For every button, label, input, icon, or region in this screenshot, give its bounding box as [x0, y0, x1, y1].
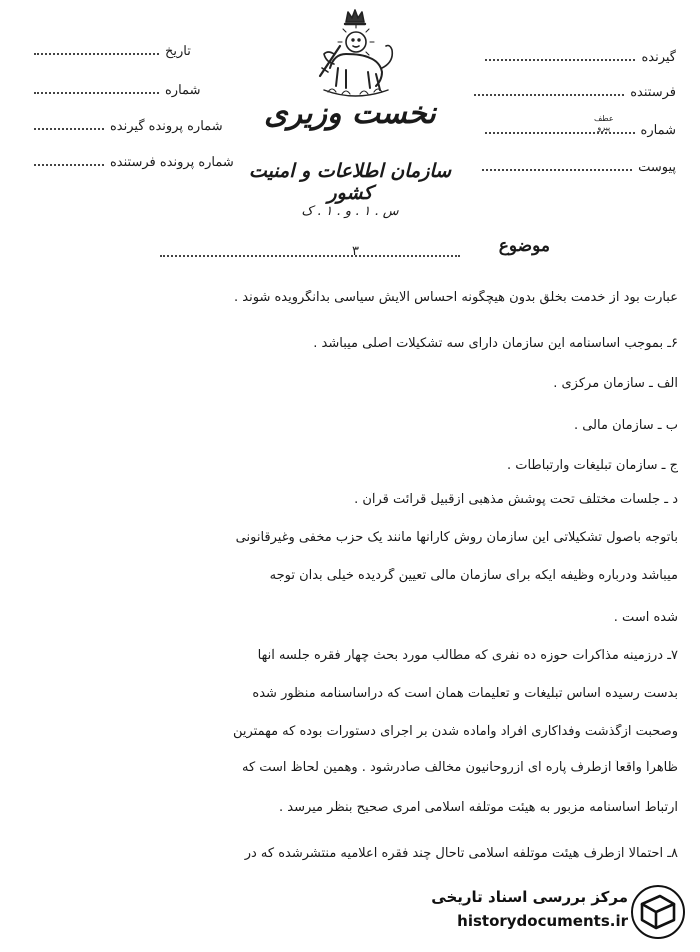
body-line: ارتباط اساسنامه مزبور به هیئت موتلفه اسلامی امری صحیح بنظر میرسد . — [278, 800, 678, 815]
archive-logo-icon — [630, 884, 686, 940]
archive-watermark — [410, 884, 690, 944]
recipient-label: گیرنده — [641, 50, 676, 65]
body-line: شده است . — [613, 610, 678, 625]
archive-name: مرکز بررسی اسناد تاریخی — [431, 888, 628, 906]
page-number: ۳ — [352, 244, 359, 259]
recipient-field — [485, 50, 676, 65]
recipient-file-line — [34, 127, 104, 130]
attachment-field — [482, 160, 676, 175]
left-number-field — [34, 83, 200, 98]
left-number-label: شماره — [165, 83, 201, 98]
body-line: ۸ـ احتمالا ازطرف هیئت موتلفه اسلامی تاحال چند فقره اعلامیه منتشرشده که در — [244, 846, 678, 861]
recipient-file-label: شماره پرونده گیرنده — [110, 119, 223, 134]
body-line: میباشد ودرباره وظیفه ایکه برای سازمان مالی تعیین گردیده خیلی بدان توجه — [269, 568, 678, 583]
prime-ministry-title: نخست وزیری — [264, 96, 436, 131]
body-line: ج ـ سازمان تبلیغات وارتباطات . — [506, 458, 678, 473]
subject-label: موضوع — [498, 236, 550, 256]
number-label: شماره — [640, 123, 676, 138]
lion-and-sun-emblem-icon — [310, 6, 400, 100]
body-line: الف ـ سازمان مرکزی . — [553, 376, 678, 391]
number-reference-note — [594, 114, 614, 132]
body-line: ب ـ سازمان مالی . — [573, 418, 678, 433]
body-line: بدست رسیده اساس تبلیغات و تعلیمات همان است که دراساسنامه منظور شده — [252, 686, 678, 701]
sender-file-line — [34, 163, 104, 166]
recipient-line — [485, 58, 635, 61]
document-code: س . ۱ . و . ۱ . ک — [301, 204, 399, 219]
date-line — [34, 52, 159, 55]
number-field — [485, 123, 676, 138]
body-line: عبارت بود از خدمت بخلق بدون هیچگونه احساس آلایش سیاسی بدانگرویده شوند . — [234, 290, 678, 305]
left-number-line — [34, 91, 159, 94]
date-field — [34, 44, 191, 59]
sender-label: فرستنده — [630, 85, 676, 100]
followup-label: پیرو — [597, 123, 611, 132]
savak-title: سازمان اطلاعات و امنیت کشور — [248, 160, 452, 204]
body-line: ۶ـ بموجب اساسنامه این سازمان دارای سه تشکیلات اصلی میباشد . — [313, 336, 678, 351]
date-label: تاریخ — [165, 44, 191, 59]
sender-field — [474, 85, 676, 100]
body-line: ۷ـ درزمینه مذاکرات حوزه ده نفری که مطالب مورد بحث چهار فقره جلسه آنها — [257, 648, 678, 663]
body-line: د ـ جلسات مختلف تحت پوشش مذهبی ازقبیل قرائت قرآن . — [354, 492, 678, 507]
subject-line — [160, 255, 460, 257]
sender-file-field — [34, 155, 234, 170]
attachment-label: پیوست — [638, 160, 676, 175]
body-line: باتوجه باصول تشکیلاتی این سازمان روش کارآنها مانند یک حزب مخفی وغیرقانونی — [235, 530, 678, 545]
archive-url: historydocuments.ir — [457, 912, 628, 930]
body-line: وصحبت ازگذشت وفداکاری افراد وآماده شدن بر اجرای دستورات بوده که مهمترین — [232, 724, 678, 739]
sender-line — [474, 93, 624, 96]
reference-label: عطف — [594, 114, 614, 123]
attachment-line — [482, 168, 632, 171]
body-line: ظاهراً واقعاً ازطرف پاره ای ازروحانیون مخالف صادرشود . وهمین لحاظ است که — [241, 760, 678, 775]
recipient-file-field — [34, 119, 223, 134]
sender-file-label: شماره پرونده فرستنده — [110, 155, 234, 170]
